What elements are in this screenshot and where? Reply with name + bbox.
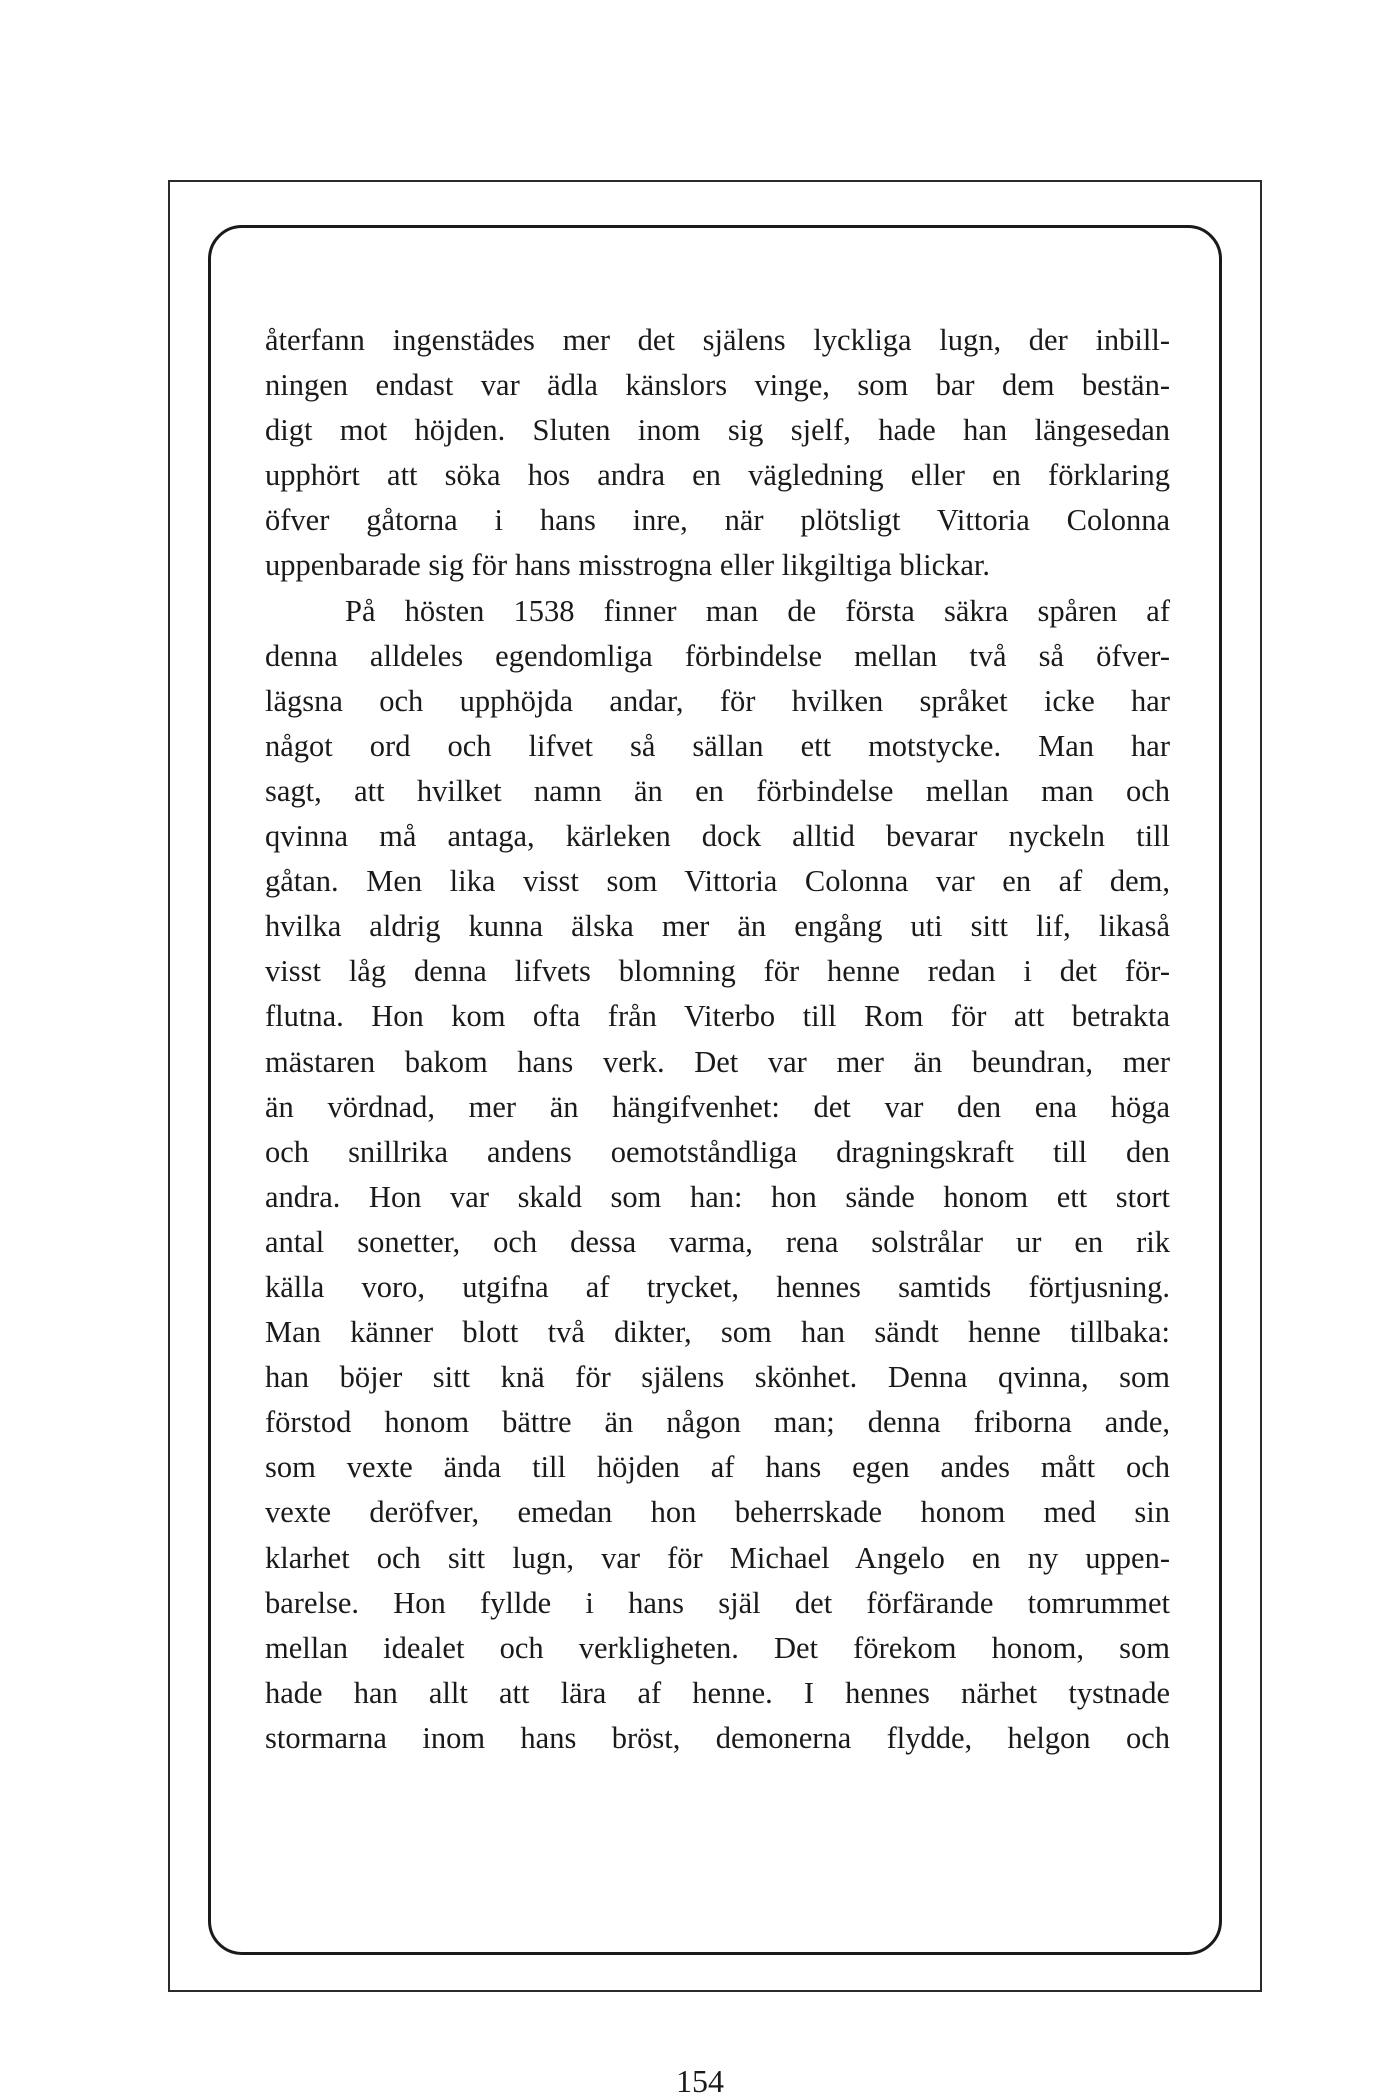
text-line: något ord och lifvet så sällan ett motstycke. Man har [265,728,1170,763]
text-line: mästaren bakom hans verk. Det var mer än beundran, mer [265,1044,1170,1079]
text-line: ningen endast var ädla känslors vinge, som bar dem bestän- [265,368,1170,403]
text-line: vexte deröfver, emedan hon beherrskade honom med sin [265,1495,1170,1530]
text-line: lägsna och upphöjda andar, för hvilken språket icke har [265,683,1170,718]
text-line: hade han allt att lära af henne. I hennes närhet tystnade [265,1675,1170,1710]
text-line: än vördnad, mer än hängifvenhet: det var den ena höga [265,1089,1170,1124]
text-line: digt mot höjden. Sluten inom sig sjelf, hade han längesedan [265,413,1170,448]
text-line: Man känner blott två dikter, som han sändt henne tillbaka: [265,1315,1170,1350]
text-line: klarhet och sitt lugn, var för Michael Angelo en ny uppen- [265,1540,1170,1575]
text-line: och snillrika andens oemotståndliga dragningskraft till den [265,1134,1170,1169]
text-line: uppenbarade sig för hans misstrogna eller likgiltiga blickar. [265,548,991,583]
text-line: visst låg denna lifvets blomning för henne redan i det för- [265,954,1170,989]
text-line: stormarna inom hans bröst, demonerna flydde, helgon och [265,1720,1170,1755]
text-line: hvilka aldrig kunna älska mer än engång uti sitt lif, likaså [265,909,1170,944]
text-line: förstod honom bättre än någon man; denna friborna ande, [265,1405,1170,1440]
text-line: flutna. Hon kom ofta från Viterbo till Rom för att betrakta [265,999,1170,1034]
text-line: barelse. Hon fyllde i hans själ det förfärande tomrummet [265,1585,1170,1620]
text-line: andra. Hon var skald som han: hon sände honom ett stort [265,1179,1170,1214]
text-line: sagt, att hvilket namn än en förbindelse mellan man och [265,773,1170,808]
text-line: gåtan. Men lika visst som Vittoria Colonna var en af dem, [265,864,1170,899]
text-line: denna alldeles egendomliga förbindelse mellan två så öfver- [265,638,1170,673]
text-line: mellan idealet och verkligheten. Det förekom honom, som [265,1630,1170,1665]
page-number: 154 [676,2063,724,2099]
text-line: öfver gåtorna i hans inre, när plötsligt Vittoria Colonna [265,503,1170,538]
text-line-paragraph-start: På hösten 1538 finner man de första säkra spåren af [345,593,1170,628]
text-line: källa voro, utgifna af trycket, hennes samtids förtjusning. [265,1269,1170,1304]
text-line: återfann ingenstädes mer det själens lyckliga lugn, der inbill- [265,323,1170,357]
text-line: som vexte ända till höjden af hans egen andes mått och [265,1450,1170,1485]
body-text [265,318,1170,1761]
text-line: han böjer sitt knä för själens skönhet. Denna qvinna, som [265,1360,1170,1395]
text-line: qvinna må antaga, kärleken dock alltid bevarar nyckeln till [265,819,1170,854]
text-line: upphört att söka hos andra en vägledning eller en förklaring [265,458,1170,493]
text-line: antal sonetter, och dessa varma, rena solstrålar ur en rik [265,1224,1170,1259]
